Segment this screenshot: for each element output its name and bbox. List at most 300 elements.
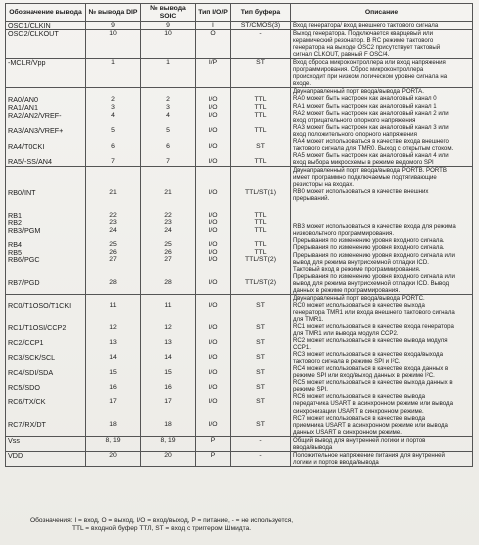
pin-name-line: OSC2/CLKOUT xyxy=(8,30,59,39)
buffer-type-line xyxy=(233,428,288,435)
description-line: вывод для режима внутрисхемной отладки ICD. Вывод xyxy=(293,279,450,287)
io-type-cell xyxy=(196,22,231,30)
pin-name-cell xyxy=(6,59,86,88)
description-line: Вход сброса микроконтроллера или вход напряжения xyxy=(293,59,446,67)
buffer-type-line: TTL xyxy=(254,219,267,227)
soic-number-line xyxy=(143,332,193,339)
io-type-line xyxy=(198,361,228,368)
pin-name-line: RA1/AN1 xyxy=(8,103,38,112)
pin-name-line: RA0/AN0 xyxy=(8,96,38,104)
io-type-line: I/O xyxy=(208,420,218,428)
dip-number-line: 11 xyxy=(109,302,117,310)
pin-name-line xyxy=(8,204,83,211)
pin-name-line xyxy=(8,428,83,435)
dip-number-line: 28 xyxy=(109,278,117,286)
io-type-line xyxy=(198,88,228,96)
io-type-line xyxy=(198,150,228,158)
buffer-type-line: TTL/ST(2) xyxy=(245,256,276,264)
io-type-line: I/O xyxy=(208,219,218,227)
io-type-line: I/O xyxy=(208,278,218,286)
dip-number-line xyxy=(88,361,138,368)
soic-number-line xyxy=(143,197,193,204)
dip-number-line: 7 xyxy=(111,158,115,166)
description-cell xyxy=(291,59,473,88)
soic-number-line xyxy=(143,119,193,127)
dip-number-line xyxy=(88,135,138,143)
pin-name-line: RC3/SCK/SCL xyxy=(8,354,56,362)
header-dip: № вывода DIP xyxy=(86,4,141,22)
table-row xyxy=(6,30,473,59)
io-type-line: O xyxy=(210,30,216,38)
description-line: RC3 может использоваться в качестве входа/выхода xyxy=(293,351,443,359)
soic-number-line: 14 xyxy=(164,354,172,362)
description-line xyxy=(293,202,470,209)
pin-name-line: RB4 xyxy=(8,241,22,249)
buffer-type-line: ST xyxy=(256,339,265,347)
buffer-type-cell xyxy=(231,30,291,59)
dip-number-cell xyxy=(86,451,141,466)
soic-number-cell xyxy=(141,166,196,294)
io-type-line xyxy=(198,182,228,189)
dip-number-line xyxy=(88,119,138,127)
description-line: RC4 может использоваться в качестве входа данных в xyxy=(293,365,449,373)
dip-number-cell xyxy=(86,294,141,436)
description-cell xyxy=(291,436,473,451)
soic-number-line xyxy=(143,347,193,354)
soic-number-line xyxy=(143,150,193,158)
dip-number-line: 17 xyxy=(109,398,117,406)
buffer-type-line xyxy=(233,286,288,293)
buffer-type-line xyxy=(233,167,288,174)
io-type-line xyxy=(198,295,228,302)
io-type-cell xyxy=(196,451,231,466)
soic-number-cell xyxy=(141,30,196,59)
description-line: RB0 может использоваться в качестве внешних xyxy=(293,188,429,196)
pin-name-line: RA3/AN3/VREF+ xyxy=(8,127,64,135)
io-type-line: I/O xyxy=(208,398,218,406)
description-line: Прерывания по изменению уровня входного сигнала или xyxy=(293,272,455,280)
dip-number-line xyxy=(88,167,138,174)
dip-number-line: 16 xyxy=(109,383,117,391)
description-line: Прерывания по изменению уровня входного сигнала или xyxy=(293,251,455,259)
description-line: тактового сигнала в режиме SPI и I²C. xyxy=(293,358,401,366)
description-line: RA1 может быть настроен как аналоговый канал 1 xyxy=(293,102,437,110)
buffer-type-line: TTL xyxy=(254,127,267,135)
description-line: приемника USART в асинхронном режиме или вывода xyxy=(293,421,448,429)
dip-number-line: 2 xyxy=(111,96,115,104)
description-cell xyxy=(291,451,473,466)
io-type-line xyxy=(198,376,228,383)
io-type-line: I/O xyxy=(208,302,218,310)
pin-name-line xyxy=(8,88,83,96)
dip-number-line xyxy=(88,406,138,413)
dip-number-line xyxy=(88,182,138,189)
buffer-type-line xyxy=(233,174,288,181)
dip-number-line: 6 xyxy=(111,142,115,150)
io-type-line xyxy=(198,234,228,241)
dip-number-line: 26 xyxy=(109,248,117,256)
soic-number-line: 12 xyxy=(164,324,172,332)
pin-name-line: RB7/PGD xyxy=(8,278,40,287)
pin-name-line: RB1 xyxy=(8,211,22,220)
table-body xyxy=(6,22,473,467)
buffer-type-line xyxy=(233,119,288,127)
io-type-line: P xyxy=(210,436,216,444)
soic-number-line: 15 xyxy=(164,368,172,376)
description-line: для TMR1 или вывода модуля CCP2. xyxy=(293,330,399,338)
pin-name-line xyxy=(8,234,83,241)
description-line: RA3 может быть настроен как аналоговый канал 3 или xyxy=(293,123,449,131)
io-type-line: P xyxy=(210,451,216,459)
description-line: RC5 может использоваться в качестве выхода данных в xyxy=(293,379,453,387)
soic-number-cell xyxy=(141,88,196,167)
io-type-line: I xyxy=(212,22,214,29)
io-type-line: I/O xyxy=(208,103,218,111)
description-line: тактового сигнала для TMR0. Выход с открытым стоком. xyxy=(293,144,454,152)
pin-name-line: VDD xyxy=(8,451,24,460)
description-line: передатчика USART в асинхронном режиме или вывода xyxy=(293,400,453,408)
io-type-line: I/O xyxy=(208,189,218,197)
buffer-type-line: ST xyxy=(256,420,265,428)
pin-name-line: RB2 xyxy=(8,219,22,227)
dip-number-cell xyxy=(86,22,141,30)
soic-number-cell xyxy=(141,451,196,466)
pin-name-line xyxy=(8,167,83,174)
dip-number-cell xyxy=(86,59,141,88)
description-line: генератора TMR1 или входа внешнего тактового сигнала xyxy=(293,308,455,316)
io-type-line: I/O xyxy=(208,96,218,104)
io-type-cell xyxy=(196,59,231,88)
description-line: синхронизации USART в синхронном режиме. xyxy=(293,407,424,415)
pin-name-line xyxy=(8,295,83,302)
io-type-line xyxy=(198,286,228,293)
buffer-type-line xyxy=(233,391,288,398)
pin-name-line xyxy=(8,347,83,354)
io-type-line xyxy=(198,310,228,317)
soic-number-line: 18 xyxy=(164,420,172,428)
pin-name-line: RA5/-SS/AN4 xyxy=(8,158,52,166)
pin-name-cell xyxy=(6,22,86,30)
pin-name-cell xyxy=(6,88,86,167)
buffer-type-line: TTL/ST(2) xyxy=(245,278,276,286)
pin-name-line xyxy=(8,317,83,324)
pin-name-line xyxy=(8,332,83,339)
soic-number-line xyxy=(143,167,193,174)
io-type-line xyxy=(198,174,228,181)
description-line: Двунаправленный порт ввода/вывода PORTB. PORTB xyxy=(293,166,447,174)
table-row xyxy=(6,59,473,88)
pin-name-line xyxy=(8,264,83,271)
description-line: RB3 может использоваться в качестве входа для режима xyxy=(293,223,456,231)
dip-number-line xyxy=(88,295,138,302)
dip-number-line: 24 xyxy=(109,226,117,234)
pin-name-line xyxy=(8,413,83,420)
buffer-type-line: ST xyxy=(256,59,265,67)
description-line: Положительное напряжение питания для внутренней xyxy=(293,451,445,459)
soic-number-line: 6 xyxy=(166,142,170,150)
soic-number-line: 24 xyxy=(164,226,172,234)
pin-name-line: RB0/INT xyxy=(8,189,36,197)
description-line: данных USART в синхронном режиме. xyxy=(293,428,402,436)
buffer-type-line xyxy=(233,413,288,420)
soic-number-line xyxy=(143,376,193,383)
dip-number-line xyxy=(88,264,138,271)
soic-number-line: 2 xyxy=(166,96,170,104)
description-line: Выход генератора. Подключается кварцевый или xyxy=(293,30,434,38)
legend xyxy=(30,517,470,533)
buffer-type-line: - xyxy=(259,451,262,459)
buffer-type-line: TTL xyxy=(254,248,267,256)
buffer-type-line: TTL xyxy=(254,241,267,249)
io-type-line: I/O xyxy=(208,158,218,166)
soic-number-line xyxy=(143,310,193,317)
soic-number-cell xyxy=(141,22,196,30)
description-line: происходит при низком логическом уровне сигнала на xyxy=(293,73,448,81)
pin-name-line: RB5 xyxy=(8,248,22,257)
soic-number-line xyxy=(143,234,193,241)
soic-number-line: 20 xyxy=(164,451,172,459)
buffer-type-line: - xyxy=(259,436,262,444)
io-type-line: I/O xyxy=(208,142,218,150)
buffer-type-line: ST xyxy=(256,142,265,150)
pin-name-line: RC0/T1OSO/T1CKI xyxy=(8,302,72,310)
soic-number-line xyxy=(143,264,193,271)
buffer-type-line: TTL xyxy=(254,211,267,219)
dip-number-line xyxy=(88,317,138,324)
dip-number-cell xyxy=(86,88,141,167)
io-type-line: I/O xyxy=(208,226,218,234)
pin-name-line: RC4/SDI/SDA xyxy=(8,368,54,377)
pin-name-line: RB3/PGM xyxy=(8,226,41,235)
soic-number-line: 25 xyxy=(164,241,172,249)
soic-number-line: 1 xyxy=(166,59,170,67)
io-type-line: I/O xyxy=(208,256,218,264)
soic-number-line: 5 xyxy=(166,127,170,135)
description-line: вход положительного опорного напряжения xyxy=(293,130,417,138)
soic-number-line: 10 xyxy=(164,30,172,38)
dip-number-line xyxy=(88,332,138,339)
description-line xyxy=(293,216,470,223)
buffer-type-line: ST xyxy=(256,354,265,362)
buffer-type-line xyxy=(233,295,288,302)
pin-name-line xyxy=(8,310,83,317)
table-row xyxy=(6,22,473,30)
description-line: вход отрицательного опорного напряжения xyxy=(293,116,416,124)
io-type-line xyxy=(198,167,228,174)
buffer-type-line: ST/CMOS(3) xyxy=(240,22,281,29)
soic-number-line: 11 xyxy=(164,302,172,310)
io-type-line: I/P xyxy=(208,59,218,67)
soic-number-line xyxy=(143,182,193,189)
description-line: резисторы на входах. xyxy=(293,181,355,189)
io-type-cell xyxy=(196,294,231,436)
io-type-line xyxy=(198,406,228,413)
pin-description-table xyxy=(5,3,473,467)
pin-name-line: RA2/AN2/VREF- xyxy=(8,111,62,120)
dip-number-line: 25 xyxy=(109,241,117,249)
pin-name-line: Vss xyxy=(8,436,20,445)
description-line: низковольтного программирования. xyxy=(293,230,395,238)
dip-number-cell xyxy=(86,436,141,451)
description-line: Вход генератора/ вход внешнего тактового сигнала xyxy=(293,22,439,29)
io-type-cell xyxy=(196,30,231,59)
dip-number-line: 3 xyxy=(111,103,115,111)
dip-number-line xyxy=(88,271,138,278)
pin-name-line: RA4/T0CKI xyxy=(8,142,45,151)
soic-number-line xyxy=(143,413,193,420)
description-line: данных в режиме программирования. xyxy=(293,286,401,294)
soic-number-line xyxy=(143,174,193,181)
header-buffer: Тип буфера xyxy=(231,4,291,22)
io-type-line xyxy=(198,264,228,271)
soic-number-line xyxy=(143,317,193,324)
buffer-type-line xyxy=(233,204,288,211)
io-type-line: I/O xyxy=(208,111,218,119)
pin-name-line: RB6/PGC xyxy=(8,256,40,264)
description-cell xyxy=(291,166,473,294)
dip-number-line: 18 xyxy=(109,420,117,428)
buffer-type-line: TTL xyxy=(254,226,267,234)
description-line: RC7 может использоваться в качестве вывода xyxy=(293,414,426,422)
description-line: режиме SPI. xyxy=(293,386,328,394)
dip-number-line: 12 xyxy=(109,324,117,332)
dip-number-line xyxy=(88,204,138,211)
io-type-line xyxy=(198,347,228,354)
buffer-type-line xyxy=(233,197,288,204)
io-type-line xyxy=(198,391,228,398)
io-type-line xyxy=(198,317,228,324)
soic-number-line: 16 xyxy=(164,383,172,391)
description-cell xyxy=(291,30,473,59)
soic-number-line: 22 xyxy=(164,211,172,219)
io-type-line: I/O xyxy=(208,368,218,376)
buffer-type-line xyxy=(233,182,288,189)
dip-number-line: 20 xyxy=(109,451,117,459)
soic-number-line xyxy=(143,271,193,278)
buffer-type-line xyxy=(233,361,288,368)
description-line: RC6 может использоваться в качестве вывода xyxy=(293,393,426,401)
pin-name-line xyxy=(8,182,83,189)
buffer-type-cell xyxy=(231,451,291,466)
description-line: режиме SPI или вход/выход данных в режиме I²C. xyxy=(293,372,435,380)
soic-number-line: 9 xyxy=(166,22,170,29)
header-description: Описание xyxy=(291,4,473,22)
io-type-line: I/O xyxy=(208,339,218,347)
buffer-type-line xyxy=(233,310,288,317)
dip-number-line: 14 xyxy=(109,354,117,362)
dip-number-line xyxy=(88,391,138,398)
description-line: логики и портов ввода/вывода xyxy=(293,458,379,466)
description-line: вход выбора микросхемы в режиме ведомого SPI xyxy=(293,158,434,166)
pin-name-line xyxy=(8,135,83,143)
dip-number-line: 21 xyxy=(109,189,117,197)
description-line: прерываний. xyxy=(293,195,330,203)
description-line: входе. xyxy=(293,80,312,88)
buffer-type-line xyxy=(233,317,288,324)
description-line: имеет программно подключаемые подтягивающие xyxy=(293,173,437,181)
pin-name-line: RC2/CCP1 xyxy=(8,339,44,347)
buffer-type-line xyxy=(233,264,288,271)
table-row xyxy=(6,294,473,436)
description-line: Общий вывод для внутренней логики и портов xyxy=(293,436,426,444)
pin-name-line: -MCLR/Vpp xyxy=(8,59,46,68)
description-cell xyxy=(291,88,473,167)
buffer-type-line xyxy=(233,347,288,354)
buffer-type-line: ST xyxy=(256,302,265,310)
buffer-type-line: TTL xyxy=(254,96,267,104)
buffer-type-line xyxy=(233,406,288,413)
buffer-type-line: ST xyxy=(256,324,265,332)
soic-number-line: 13 xyxy=(164,339,172,347)
pin-name-line: RC6/TX/CK xyxy=(8,398,46,406)
dip-number-line xyxy=(88,413,138,420)
description-line: Прерывания по изменению уровня входного сигнала. xyxy=(293,244,445,252)
buffer-type-cell xyxy=(231,22,291,30)
pin-name-line: RC5/SDO xyxy=(8,383,40,392)
io-type-line xyxy=(198,413,228,420)
dip-number-line: 1 xyxy=(111,59,115,67)
buffer-type-line: - xyxy=(259,30,262,38)
dip-number-line xyxy=(88,286,138,293)
dip-number-line: 8, 19 xyxy=(105,436,121,444)
buffer-type-line xyxy=(233,88,288,96)
buffer-type-line: TTL xyxy=(254,111,267,119)
soic-number-cell xyxy=(141,436,196,451)
pin-name-cell xyxy=(6,30,86,59)
soic-number-cell xyxy=(141,294,196,436)
io-type-line: I/O xyxy=(208,248,218,256)
pin-name-line xyxy=(8,197,83,204)
pin-name-line xyxy=(8,361,83,368)
description-line: RA2 может быть настроен как аналоговый канал 2 или xyxy=(293,109,449,117)
description-line: керамический резонатор. В RC режиме тактового xyxy=(293,37,434,45)
legend-line-1: Обозначения: I = вход, O = выход, I/O = вход/выход, P = питание, - = не используется, xyxy=(30,517,294,524)
buffer-type-cell xyxy=(231,88,291,167)
soic-number-line xyxy=(143,406,193,413)
buffer-type-line: TTL/ST(1) xyxy=(245,189,276,197)
pin-name-line xyxy=(8,286,83,293)
soic-number-line xyxy=(143,391,193,398)
dip-number-line xyxy=(88,310,138,317)
io-type-cell xyxy=(196,88,231,167)
dip-number-line: 5 xyxy=(111,127,115,135)
header-pin-name: Обозначение вывода xyxy=(6,4,86,22)
legend-line-2: TTL = входной буфер ТТЛ, ST = вход с триггером Шмидта. xyxy=(72,525,252,532)
dip-number-line xyxy=(88,376,138,383)
io-type-line: I/O xyxy=(208,127,218,135)
dip-number-line xyxy=(88,234,138,241)
pin-name-line xyxy=(8,150,83,158)
buffer-type-cell xyxy=(231,59,291,88)
pin-name-line: OSC1/CLKIN xyxy=(8,22,51,30)
soic-number-line: 17 xyxy=(164,398,172,406)
pin-name-line xyxy=(8,119,83,127)
buffer-type-line xyxy=(233,376,288,383)
description-line: RA0 может быть настроен как аналоговый канал 0 xyxy=(293,95,437,103)
pin-name-line xyxy=(8,271,83,278)
io-type-line xyxy=(198,197,228,204)
buffer-type-line: TTL xyxy=(254,158,267,166)
description-cell xyxy=(291,294,473,436)
buffer-type-line: ST xyxy=(256,398,265,406)
description-line: Двунаправленный порт ввода/вывода PORTA. xyxy=(293,88,424,96)
description-line: Двунаправленный порт ввода/вывода PORTC. xyxy=(293,294,425,302)
description-line: генератора на выходе OSC2 присутствует тактовый xyxy=(293,44,441,52)
buffer-type-line: ST xyxy=(256,383,265,391)
pin-name-line xyxy=(8,174,83,181)
dip-number-line xyxy=(88,197,138,204)
dip-number-line: 22 xyxy=(109,211,117,219)
